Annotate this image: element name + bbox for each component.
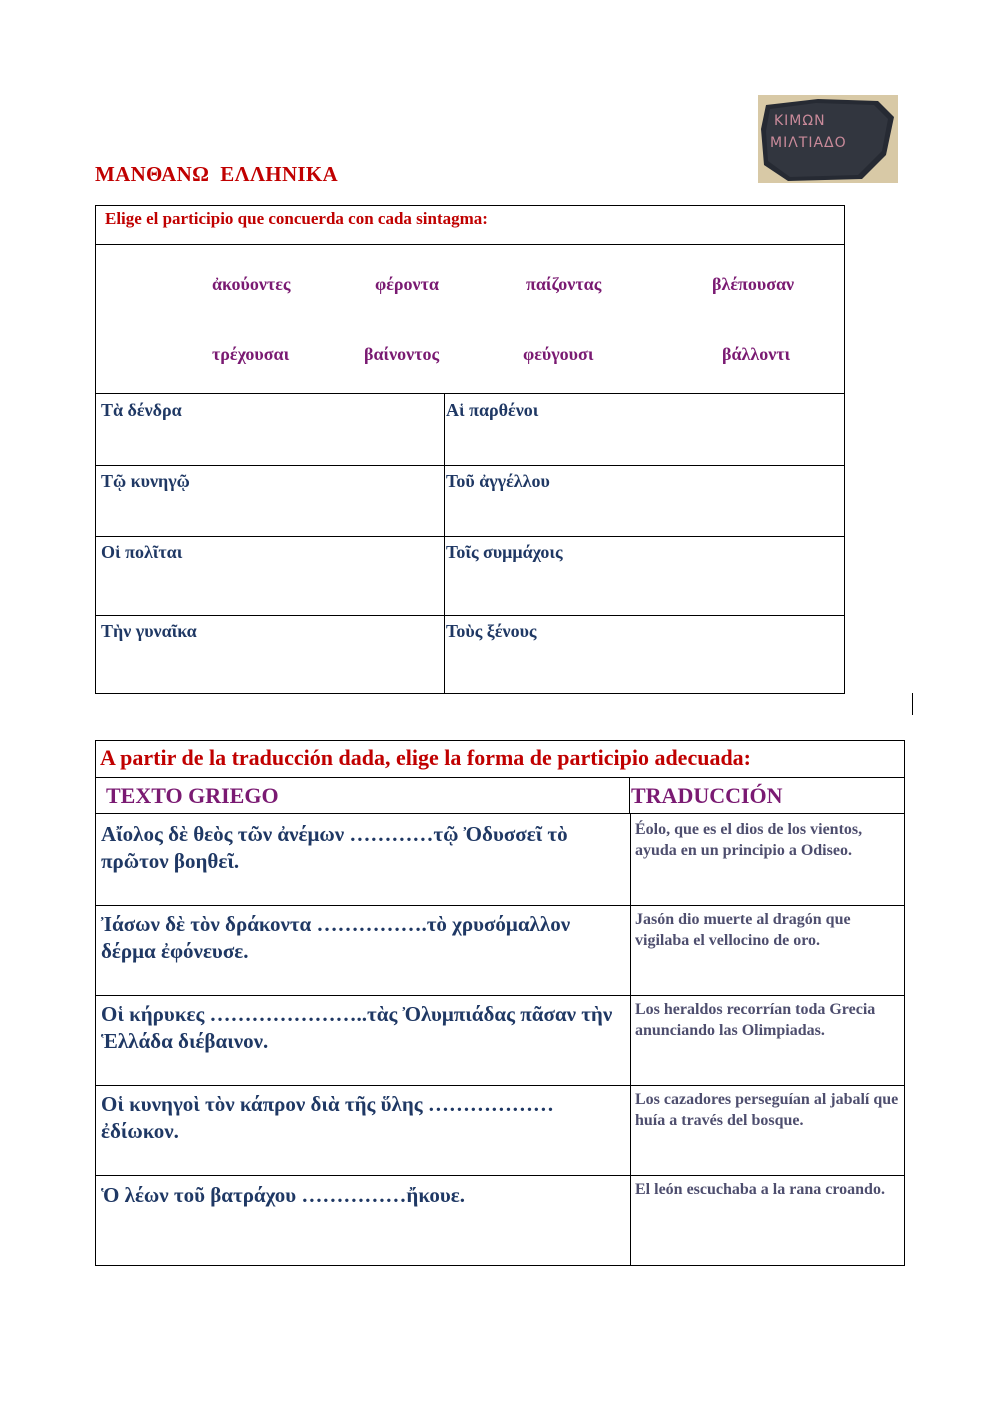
word-bank-item[interactable]: βαίνοντος	[364, 344, 440, 364]
word-bank-item[interactable]: βάλλοντι	[722, 344, 791, 364]
ostracon-image	[758, 95, 898, 183]
drop-cell[interactable]: Τῷ κυνηγῷ	[101, 471, 190, 491]
drop-cell[interactable]: Τοῦ ἀγγέλλου	[446, 471, 550, 491]
greek-sentence[interactable]: Ὁ λέων τοῦ βατράχου ……………ἤκουε.	[101, 1183, 466, 1207]
exercise2-instruction: A partir de la traducción dada, elige la forma de participio adecuada:	[100, 745, 752, 770]
drop-cell[interactable]: Τοὺς ξένους	[446, 621, 537, 641]
column-header-greek: TEXTO GRIEGO	[106, 783, 279, 808]
drop-cell[interactable]: Τὰ δένδρα	[101, 400, 182, 420]
translation-exercise-table	[95, 740, 905, 1266]
greek-sentence[interactable]: Οἱ κήρυκες …………………..τὰς Ὀλυμπιάδας πᾶσαν τὴν Ἑλλάδα διέβαινον.	[101, 1002, 613, 1053]
greek-sentence[interactable]: Αἴολος δὲ θεὸς τῶν ἀνέμων …………τῷ Ὀδυσσεῖ τὸ πρῶτον βοηθεῖ.	[101, 822, 568, 873]
translation-text: Los heraldos recorrían toda Grecia anunciando las Olimpiadas.	[635, 1001, 876, 1039]
text-cursor	[912, 693, 913, 715]
page-title: ΜΑΝΘΑΝΩ ΕΛΛΗΝΙΚΑ	[95, 162, 338, 186]
word-bank-item[interactable]: φέροντα	[375, 274, 439, 294]
ostracon-inscription-line2: ΜΙΛΤΙΑΔΟ	[770, 135, 847, 151]
word-bank-item[interactable]: φεύγουσι	[523, 344, 594, 364]
word-bank-item[interactable]: παίζοντας	[526, 274, 602, 294]
participle-matching-table	[95, 205, 845, 694]
drop-cell[interactable]: Τοῖς συμμάχοις	[446, 542, 563, 562]
word-bank-item[interactable]: ἀκούοντες	[212, 274, 291, 294]
greek-sentence[interactable]: Ἰάσων δὲ τὸν δράκοντα …………….τὸ χρυσόμαλλον δέρμα ἐφόνευσε.	[101, 912, 571, 963]
translation-text: Los cazadores perseguían al jabalí que huía a través del bosque.	[635, 1091, 899, 1129]
drop-cell[interactable]: Τὴν γυναῖκα	[101, 621, 197, 641]
translation-text: Jasón dio muerte al dragón que vigilaba el vellocino de oro.	[635, 911, 851, 949]
word-bank-item[interactable]: τρέχουσαι	[212, 344, 290, 364]
drop-cell[interactable]: Αἱ παρθένοι	[446, 400, 539, 420]
column-header-translation: TRADUCCIÓN	[631, 783, 783, 808]
drop-cell[interactable]: Οἱ πολῖται	[101, 542, 183, 562]
greek-sentence[interactable]: Οἱ κυνηγοὶ τὸν κάπρον διὰ τῆς ὕλης ……………… ἐδίωκον.	[101, 1092, 554, 1143]
translation-text: Éolo, que es el dios de los vientos, ayuda en un principio a Odiseo.	[635, 821, 863, 859]
translation-text: El león escuchaba a la rana croando.	[635, 1181, 885, 1198]
word-bank-item[interactable]: βλέπουσαν	[712, 274, 795, 294]
ostracon-inscription-line1: ΚΙΜΩΝ	[774, 113, 826, 129]
exercise1-instruction: Elige el participio que concuerda con cada sintagma:	[105, 209, 488, 228]
